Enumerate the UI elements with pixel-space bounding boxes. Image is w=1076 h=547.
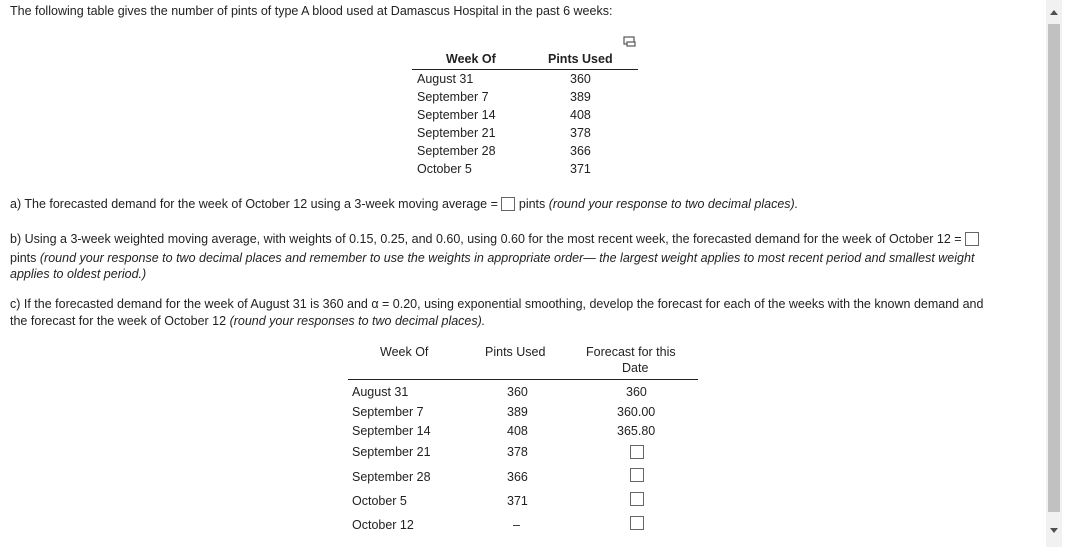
table-cell-pints: 378	[570, 126, 591, 140]
table-cell-pints: 378	[507, 445, 528, 459]
forecast-input-oct5[interactable]	[630, 492, 644, 506]
question-a-text: a) The forecasted demand for the week of October 12 using a 3-week moving average =	[10, 197, 498, 211]
table-header-week: Week Of	[380, 345, 429, 359]
question-b-line2	[10, 251, 974, 265]
table-cell-week: August 31	[417, 72, 474, 86]
question-b-note: (round your response to two decimal places and remember to use the weights in appropriate order— the largest weight applies to most recent period and smallest weight	[39, 251, 975, 265]
table-cell-week: September 21	[352, 445, 431, 459]
question-a	[10, 197, 798, 211]
table-cell-pints: 389	[507, 405, 528, 419]
forecast-input-oct12[interactable]	[630, 516, 644, 530]
table-cell-forecast: 360	[626, 385, 647, 399]
table-cell-pints: 371	[507, 494, 528, 508]
table-cell-week: October 5	[417, 162, 472, 176]
answer-b-input[interactable]	[965, 232, 979, 246]
question-a-unit: pints	[518, 197, 546, 211]
table-cell-week: September 21	[417, 126, 496, 140]
question-c-line1: c) If the forecasted demand for the week of August 31 is 360 and α = 0.20, using exponential smoothing, develop the forecast for each of the weeks with the known demand and	[10, 297, 984, 311]
table-header-pints: Pints Used	[485, 345, 546, 359]
table-cell-pints: 371	[570, 162, 591, 176]
scrollbar-thumb[interactable]	[1048, 24, 1060, 512]
question-b-unit: pints	[10, 251, 37, 265]
scroll-down-arrow-icon[interactable]	[1050, 528, 1058, 533]
table-cell-week: September 28	[417, 144, 496, 158]
copy-to-clipboard-icon[interactable]	[623, 36, 637, 48]
forecast-input-sep28[interactable]	[630, 468, 644, 482]
table-cell-pints: 408	[570, 108, 591, 122]
question-b-text: b) Using a 3-week weighted moving average, with weights of 0.15, 0.25, and 0.60, using 0.60 for the most recent week, the forecasted demand for the week of October 12 =	[10, 232, 962, 246]
table-header-forecast: Forecast for this	[586, 345, 676, 359]
forecast-input-sep21[interactable]	[630, 445, 644, 459]
table-cell-pints: 366	[507, 470, 528, 484]
question-c-note: (round your responses to two decimal places).	[229, 314, 486, 328]
table-cell-week: October 12	[352, 518, 414, 532]
table-cell-pints: 389	[570, 90, 591, 104]
table-cell-pints: 360	[507, 385, 528, 399]
table-header-week: Week Of	[446, 52, 496, 66]
table-cell-week: September 14	[417, 108, 496, 122]
table-cell-pints: 408	[507, 424, 528, 438]
header-rule	[348, 379, 698, 380]
table-cell-week: August 31	[352, 385, 409, 399]
table-cell-forecast: 365.80	[617, 424, 656, 438]
intro-text: The following table gives the number of pints of type A blood used at Damascus Hospital in the past 6 weeks:	[10, 4, 613, 18]
question-b-line1	[10, 232, 979, 246]
question-b-note-cont: applies to oldest period.)	[10, 267, 147, 281]
table-header-forecast-date: Date	[622, 361, 649, 375]
question-c-line2	[10, 314, 485, 328]
table-cell-week: September 7	[417, 90, 489, 104]
table-header-pints: Pints Used	[548, 52, 613, 66]
table-cell-pints: 366	[570, 144, 591, 158]
table-cell-forecast: 360.00	[617, 405, 656, 419]
question-c-text: the forecast for the week of October 12	[10, 314, 227, 328]
table-cell-week: September 7	[352, 405, 424, 419]
table-cell-week: October 5	[352, 494, 407, 508]
answer-a-input[interactable]	[501, 197, 515, 211]
header-rule	[412, 69, 638, 70]
scroll-up-arrow-icon[interactable]	[1050, 10, 1058, 15]
table-cell-pints: 360	[570, 72, 591, 86]
table-cell-week: September 14	[352, 424, 431, 438]
question-a-note: (round your response to two decimal places).	[548, 197, 799, 211]
table-cell-week: September 28	[352, 470, 431, 484]
table-cell-pints: –	[513, 518, 520, 532]
